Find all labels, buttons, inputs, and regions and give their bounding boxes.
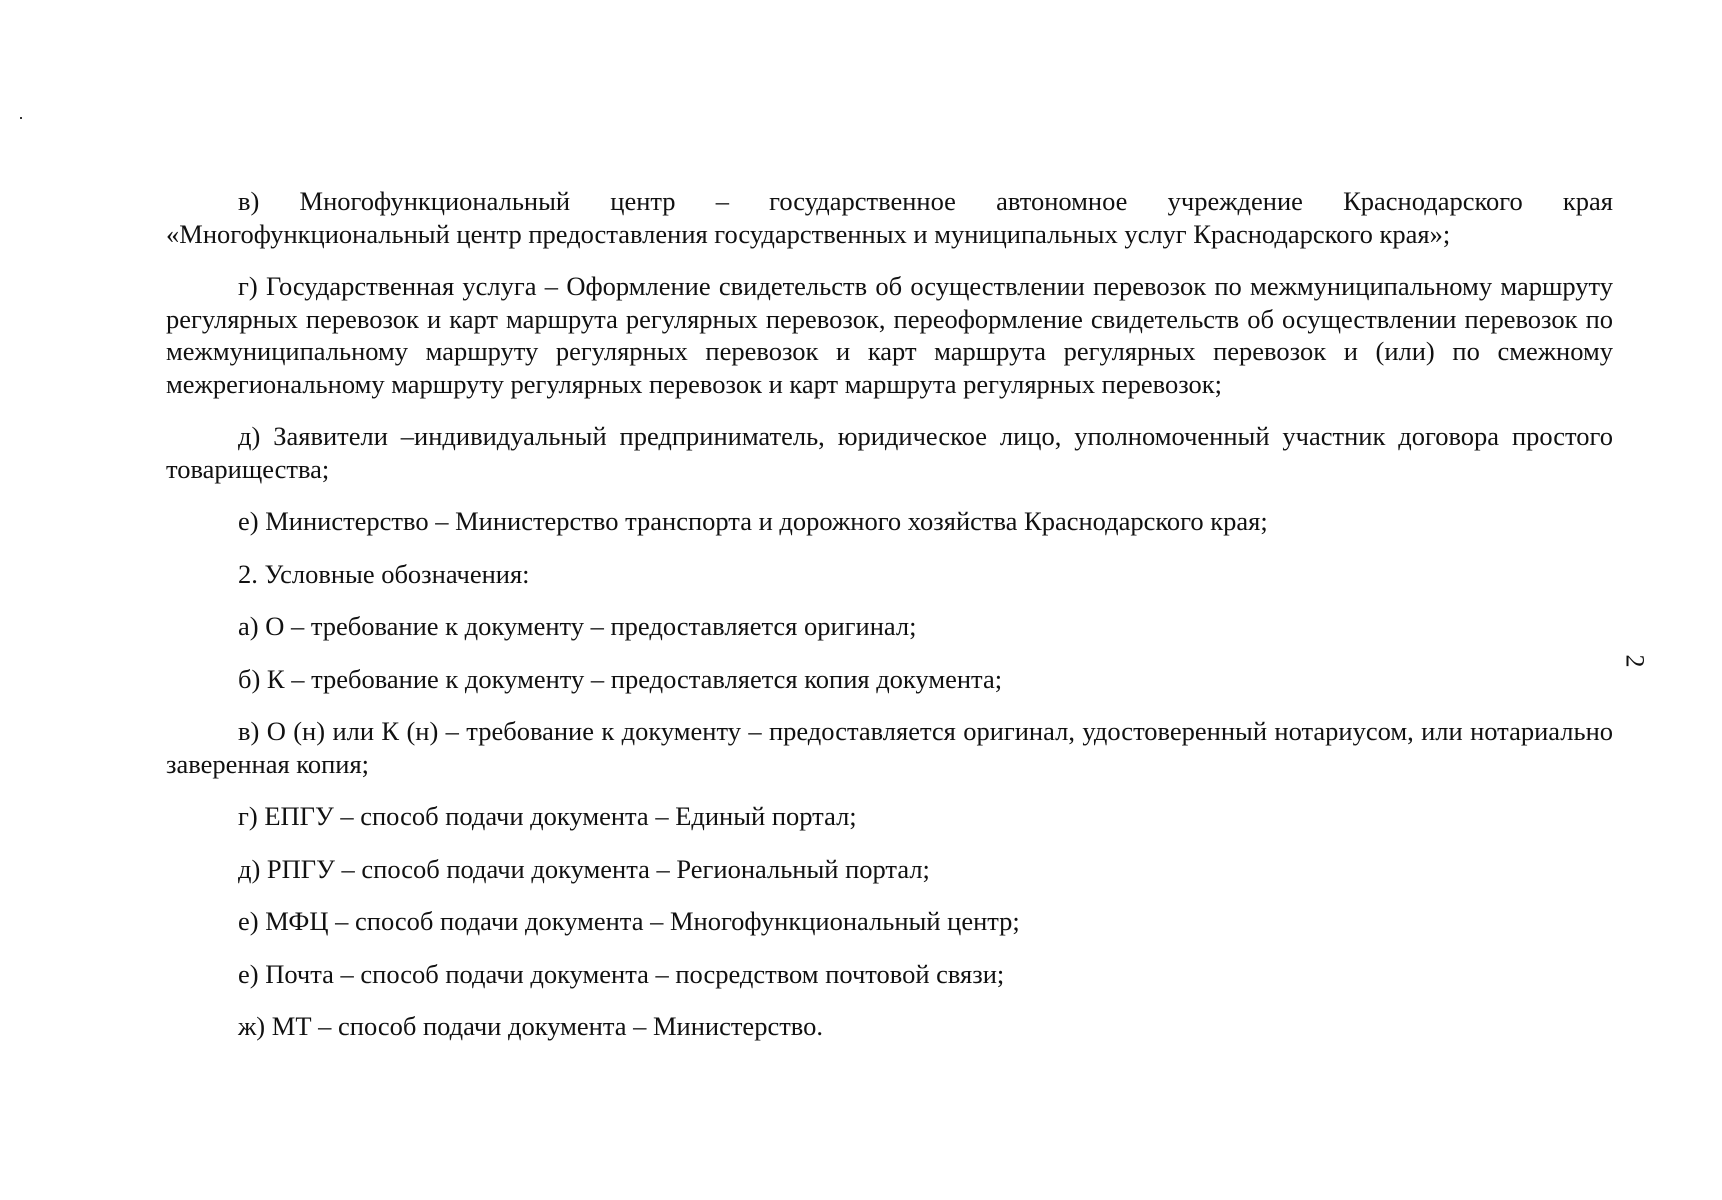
section-heading-notation: 2. Условные обозначения:	[238, 558, 530, 589]
paragraph-notation-copy: б) К – требование к документу – предоставляется копия документа;	[238, 663, 1003, 694]
paragraph-notation-rpgu: д) РПГУ – способ подачи документа – Региональный портал;	[238, 853, 930, 884]
paragraph-definition-mfc: в) Многофункциональный центр – государственное автономное учреждение Краснодарского края «Многофункциональный центр предоставления государственных и муниципальных услуг Краснодарского края»;	[166, 186, 1613, 249]
paragraph-notation-epgu: г) ЕПГУ – способ подачи документа – Единый портал;	[238, 801, 857, 831]
paragraph-notation-notarized: в) О (н) или К (н) – требование к документу – предоставляется оригинал, удостоверенный нотариусом, или нотариально заверенная копия;	[166, 716, 1613, 779]
paragraph-notation-mfc: е) МФЦ – способ подачи документа – Многофункциональный центр;	[238, 906, 1020, 936]
paragraph-definition-applicants: д) Заявители –индивидуальный предприниматель, юридическое лицо, уполномоченный участник договора простого товарищества;	[166, 421, 1613, 484]
paragraph-definition-ministry: е) Министерство – Министерство транспорта и дорожного хозяйства Краснодарского края;	[238, 506, 1268, 536]
page-number: 2	[1620, 654, 1650, 668]
scan-artifact-dot	[20, 117, 22, 119]
paragraph-notation-original: а) О – требование к документу – предоставляется оригинал;	[238, 611, 917, 641]
paragraph-notation-ministry: ж) МТ – способ подачи документа – Министерство.	[238, 1011, 823, 1041]
document-body	[166, 185, 1613, 1063]
paragraph-notation-post: е) Почта – способ подачи документа – посредством почтовой связи;	[238, 958, 1005, 989]
paragraph-definition-state-service: г) Государственная услуга – Оформление свидетельств об осуществлении перевозок по межмуниципальному маршруту регулярных перевозок и карт маршрута регулярных перевозок, переоформление свидетельств об осуществлении перевозок по межмуниципальному маршруту регулярных перевозок и карт маршрута регулярных перевозок и (или) по смежному межрегиональному маршруту регулярных перевозок и карт маршрута регулярных перевозок;	[166, 271, 1613, 399]
